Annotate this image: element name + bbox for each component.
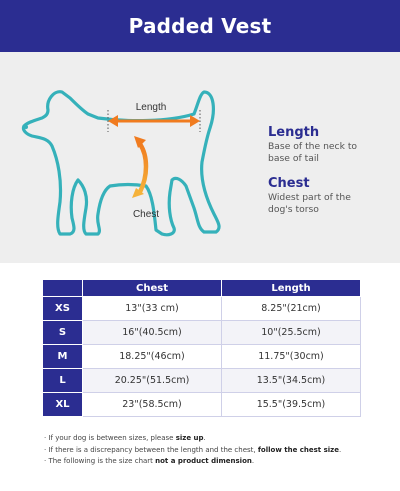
footnote-emphasis: follow the chest size bbox=[257, 445, 339, 454]
footnote-emphasis: not a product dimension bbox=[155, 457, 252, 465]
dog-nose bbox=[24, 125, 28, 129]
footnote-emphasis: size up bbox=[175, 434, 204, 442]
chest-arrow-path bbox=[140, 144, 146, 192]
table-row bbox=[43, 321, 361, 345]
chest-value: 16"(40.5cm) bbox=[83, 321, 222, 345]
table-row bbox=[43, 297, 361, 321]
legend-chest-desc-line: Widest part of the bbox=[268, 192, 351, 203]
size-label: M bbox=[43, 345, 83, 369]
length-value: 13.5"(34.5cm) bbox=[222, 369, 361, 393]
dog-diagram-svg bbox=[18, 80, 248, 258]
size-label: XS bbox=[43, 297, 83, 321]
length-value: 8.25"(21cm) bbox=[222, 297, 361, 321]
chest-diagram-label: Chest bbox=[132, 209, 160, 220]
size-label: S bbox=[43, 321, 83, 345]
footnote-chest-size bbox=[44, 445, 384, 457]
footnote-text: · If there is a discrepancy between the length and the chest, bbox=[44, 445, 258, 454]
table-header-row bbox=[43, 280, 361, 297]
legend-length-desc-line: base of tail bbox=[268, 152, 319, 164]
legend-chest-desc-line: dog's torso bbox=[268, 203, 319, 215]
footnote-text: · The following is the size chart bbox=[44, 457, 156, 465]
footnote-text: . bbox=[203, 434, 206, 442]
page-title: Padded Vest bbox=[128, 14, 272, 38]
chest-value: 13"(33 cm) bbox=[83, 297, 222, 321]
table-header-corner bbox=[43, 280, 83, 297]
footnote-text: . bbox=[251, 457, 255, 465]
size-label: L bbox=[43, 369, 83, 393]
footnote-text: . bbox=[338, 445, 342, 454]
footnote-not-product-dimension bbox=[44, 456, 384, 468]
legend-length bbox=[268, 125, 393, 164]
header-banner bbox=[0, 0, 400, 52]
length-arrow-head-right bbox=[190, 115, 200, 127]
legend-chest-desc bbox=[268, 192, 393, 215]
chest-value: 20.25"(51.5cm) bbox=[83, 369, 222, 393]
length-value: 15.5"(39.5cm) bbox=[222, 393, 361, 417]
length-arrow-head-left bbox=[108, 115, 118, 127]
table-header-length: Length bbox=[222, 280, 361, 297]
length-value: 11.75"(30cm) bbox=[222, 345, 361, 369]
table-row bbox=[43, 393, 361, 417]
table-row bbox=[43, 369, 361, 393]
legend-length-desc bbox=[268, 141, 393, 164]
table-row bbox=[43, 345, 361, 369]
size-chart-table bbox=[42, 279, 361, 417]
legend-length-title: Length bbox=[268, 125, 320, 140]
legend-chest bbox=[268, 176, 393, 215]
table-header-chest: Chest bbox=[83, 280, 222, 297]
chest-value: 23"(58.5cm) bbox=[83, 393, 222, 417]
legend-chest-title: Chest bbox=[268, 176, 310, 191]
length-diagram-label: Length bbox=[135, 102, 167, 113]
footnote-text: · If your dog is between sizes, please bbox=[44, 434, 176, 442]
footnote-size-up bbox=[44, 433, 384, 445]
footnotes bbox=[44, 433, 384, 468]
size-label: XL bbox=[43, 393, 83, 417]
legend-length-desc-line: Base of the neck to bbox=[268, 141, 358, 152]
dog-measurement-diagram bbox=[18, 80, 248, 258]
chest-value: 18.25"(46cm) bbox=[83, 345, 222, 369]
length-value: 10"(25.5cm) bbox=[222, 321, 361, 345]
dog-outline bbox=[23, 92, 219, 235]
